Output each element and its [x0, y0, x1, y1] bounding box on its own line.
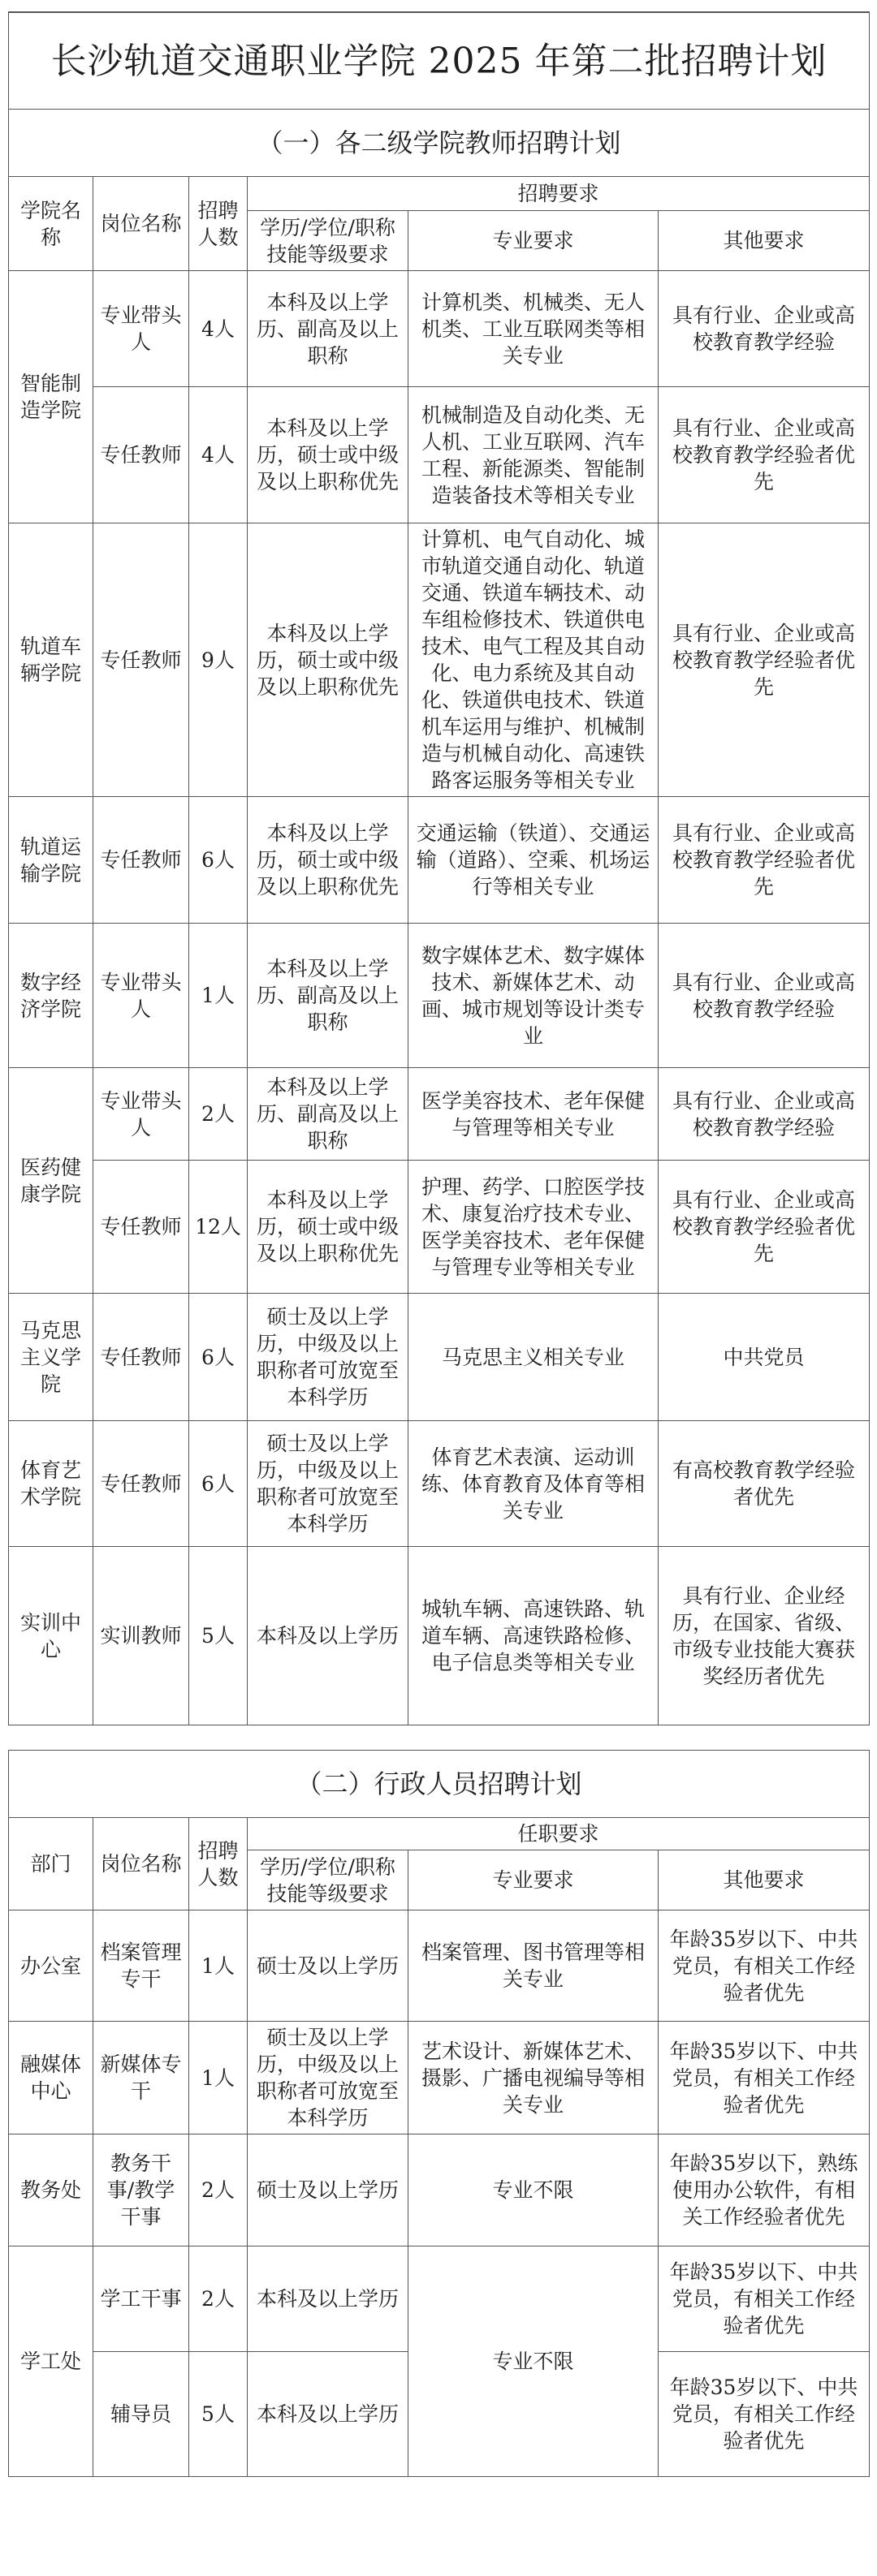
- recruit-count: 5人: [189, 1547, 248, 1725]
- position-name: 专任教师: [93, 523, 189, 797]
- header-position: 岗位名称: [93, 1818, 189, 1910]
- college-name: 马克思主义学院: [9, 1294, 93, 1421]
- recruit-count: 6人: [189, 1294, 248, 1421]
- table-row: [9, 924, 870, 1068]
- other-req: 具有行业、企业或高校教育教学经验者优先: [659, 797, 870, 924]
- header-requirements: 招聘要求: [248, 177, 870, 211]
- position-name: 专任教师: [93, 1421, 189, 1547]
- recruit-count: 6人: [189, 797, 248, 924]
- major-req: 体育艺术表演、运动训练、体育教育及体育等相关专业: [408, 1421, 659, 1547]
- table-row: [9, 1068, 870, 1161]
- other-req: 有高校教育教学经验者优先: [659, 1421, 870, 1547]
- table-row: [9, 797, 870, 924]
- recruit-count: 9人: [189, 523, 248, 797]
- other-req: 年龄35岁以下、中共党员，有相关工作经验者优先: [659, 2352, 870, 2477]
- other-req: 具有行业、企业或高校教育教学经验: [659, 271, 870, 387]
- table-row: [9, 1294, 870, 1421]
- other-req: 具有行业、企业或高校教育教学经验者优先: [659, 387, 870, 523]
- major-req: 城轨车辆、高速铁路、轨道车辆、高速铁路检修、电子信息类等相关专业: [408, 1547, 659, 1725]
- header-count: 招聘人数: [189, 177, 248, 271]
- recruitment-table-admin: [8, 1750, 870, 2477]
- recruit-count: 1人: [189, 924, 248, 1068]
- header-education: 学历/学位/职称技能等级要求: [248, 211, 408, 271]
- recruitment-table-teachers: [8, 11, 870, 1725]
- position-name: 专任教师: [93, 387, 189, 523]
- education-req: 本科及以上学历，硕士或中级及以上职称优先: [248, 523, 408, 797]
- education-req: 硕士及以上学历: [248, 2134, 408, 2246]
- major-req: 数字媒体艺术、数字媒体技术、新媒体艺术、动画、城市规划等设计类专业: [408, 924, 659, 1068]
- education-req: 本科及以上学历、副高及以上职称: [248, 271, 408, 387]
- other-req: 具有行业、企业或高校教育教学经验: [659, 1068, 870, 1161]
- position-name: 专任教师: [93, 797, 189, 924]
- college-name: 轨道车辆学院: [9, 523, 93, 797]
- other-req: 年龄35岁以下、中共党员，有相关工作经验者优先: [659, 2022, 870, 2134]
- recruit-count: 12人: [189, 1161, 248, 1294]
- position-name: 实训教师: [93, 1547, 189, 1725]
- position-name: 专业带头人: [93, 924, 189, 1068]
- table-row: [9, 2022, 870, 2134]
- header-college: 学院名称: [9, 177, 93, 271]
- position-name: 专任教师: [93, 1294, 189, 1421]
- position-name: 新媒体专干: [93, 2022, 189, 2134]
- major-req: 医学美容技术、老年保健与管理等相关专业: [408, 1068, 659, 1161]
- table-row: [9, 1161, 870, 1294]
- position-name: 学工干事: [93, 2246, 189, 2352]
- dept-name: 教务处: [9, 2134, 93, 2246]
- major-req: 计算机、电气自动化、城市轨道交通自动化、轨道交通、铁道车辆技术、动车组检修技术、铁道供电技术、电气工程及其自动化、电力系统及其自动化、铁道供电技术、铁道机车运用与维护、机械制造与机械自动化、高速铁路客运服务等相关专业: [408, 523, 659, 797]
- header-other: 其他要求: [659, 1850, 870, 1910]
- other-req: 年龄35岁以下、中共党员，有相关工作经验者优先: [659, 2246, 870, 2352]
- table-gap: [8, 1725, 869, 1750]
- table-row: [9, 2246, 870, 2352]
- position-name: 专业带头人: [93, 1068, 189, 1161]
- education-req: 本科及以上学历: [248, 2352, 408, 2477]
- major-req: 交通运输（铁道）、交通运输（道路）、空乘、机场运行等相关专业: [408, 797, 659, 924]
- other-req: 具有行业、企业经历，在国家、省级、市级专业技能大赛获奖经历者优先: [659, 1547, 870, 1725]
- recruit-count: 4人: [189, 387, 248, 523]
- education-req: 本科及以上学历、副高及以上职称: [248, 924, 408, 1068]
- college-name: 智能制造学院: [9, 271, 93, 523]
- recruit-count: 1人: [189, 1910, 248, 2022]
- recruit-count: 2人: [189, 2246, 248, 2352]
- college-name: 实训中心: [9, 1547, 93, 1725]
- education-req: 本科及以上学历、副高及以上职称: [248, 1068, 408, 1161]
- college-name: 医药健康学院: [9, 1068, 93, 1294]
- header-count: 招聘人数: [189, 1818, 248, 1910]
- college-name: 数字经济学院: [9, 924, 93, 1068]
- table-row: [9, 1910, 870, 2022]
- position-name: 辅导员: [93, 2352, 189, 2477]
- major-req: 计算机类、机械类、无人机类、工业互联网类等相关专业: [408, 271, 659, 387]
- position-name: 教务干事/教学干事: [93, 2134, 189, 2246]
- education-req: 本科及以上学历，硕士或中级及以上职称优先: [248, 387, 408, 523]
- recruit-count: 2人: [189, 2134, 248, 2246]
- college-name: 体育艺术学院: [9, 1421, 93, 1547]
- education-req: 硕士及以上学历，中级及以上职称者可放宽至本科学历: [248, 1421, 408, 1547]
- major-req: 艺术设计、新媒体艺术、摄影、广播电视编导等相关专业: [408, 2022, 659, 2134]
- education-req: 本科及以上学历: [248, 2246, 408, 2352]
- other-req: 具有行业、企业或高校教育教学经验者优先: [659, 523, 870, 797]
- major-req: 档案管理、图书管理等相关专业: [408, 1910, 659, 2022]
- education-req: 硕士及以上学历，中级及以上职称者可放宽至本科学历: [248, 1294, 408, 1421]
- position-name: 专业带头人: [93, 271, 189, 387]
- other-req: 年龄35岁以下，熟练使用办公软件，有相关工作经验者优先: [659, 2134, 870, 2246]
- other-req: 具有行业、企业或高校教育教学经验者优先: [659, 1161, 870, 1294]
- recruit-count: 1人: [189, 2022, 248, 2134]
- major-req: 专业不限: [408, 2246, 659, 2477]
- other-req: 中共党员: [659, 1294, 870, 1421]
- table-row: [9, 1421, 870, 1547]
- other-req: 具有行业、企业或高校教育教学经验: [659, 924, 870, 1068]
- dept-name: 学工处: [9, 2246, 93, 2477]
- recruit-count: 5人: [189, 2352, 248, 2477]
- page: [8, 0, 869, 2477]
- education-req: 本科及以上学历: [248, 1547, 408, 1725]
- table-row: [9, 271, 870, 387]
- education-req: 本科及以上学历，硕士或中级及以上职称优先: [248, 1161, 408, 1294]
- major-req: 护理、药学、口腔医学技术、康复治疗技术专业、医学美容技术、老年保健与管理专业等相关专业: [408, 1161, 659, 1294]
- dept-name: 融媒体中心: [9, 2022, 93, 2134]
- college-name: 轨道运输学院: [9, 797, 93, 924]
- table-row: [9, 523, 870, 797]
- section-heading: （二）行政人员招聘计划: [9, 1751, 870, 1818]
- header-other: 其他要求: [659, 211, 870, 271]
- major-req: 机械制造及自动化类、无人机、工业互联网、汽车工程、新能源类、智能制造装备技术等相关专业: [408, 387, 659, 523]
- header-major: 专业要求: [408, 1850, 659, 1910]
- education-req: 本科及以上学历，硕士或中级及以上职称优先: [248, 797, 408, 924]
- table-row: [9, 2134, 870, 2246]
- header-major: 专业要求: [408, 211, 659, 271]
- other-req: 年龄35岁以下、中共党员，有相关工作经验者优先: [659, 1910, 870, 2022]
- header-requirements: 任职要求: [248, 1818, 870, 1850]
- table-row: [9, 387, 870, 523]
- dept-name: 办公室: [9, 1910, 93, 2022]
- education-req: 硕士及以上学历: [248, 1910, 408, 2022]
- header-dept: 部门: [9, 1818, 93, 1910]
- major-req: 马克思主义相关专业: [408, 1294, 659, 1421]
- recruit-count: 6人: [189, 1421, 248, 1547]
- table-row: [9, 1547, 870, 1725]
- position-name: 档案管理专干: [93, 1910, 189, 2022]
- section-heading: （一）各二级学院教师招聘计划: [9, 110, 870, 177]
- header-education: 学历/学位/职称技能等级要求: [248, 1850, 408, 1910]
- recruit-count: 2人: [189, 1068, 248, 1161]
- position-name: 专任教师: [93, 1161, 189, 1294]
- major-req: 专业不限: [408, 2134, 659, 2246]
- education-req: 硕士及以上学历，中级及以上职称者可放宽至本科学历: [248, 2022, 408, 2134]
- header-position: 岗位名称: [93, 177, 189, 271]
- page-title: 长沙轨道交通职业学院 2025 年第二批招聘计划: [9, 12, 870, 110]
- recruit-count: 4人: [189, 271, 248, 387]
